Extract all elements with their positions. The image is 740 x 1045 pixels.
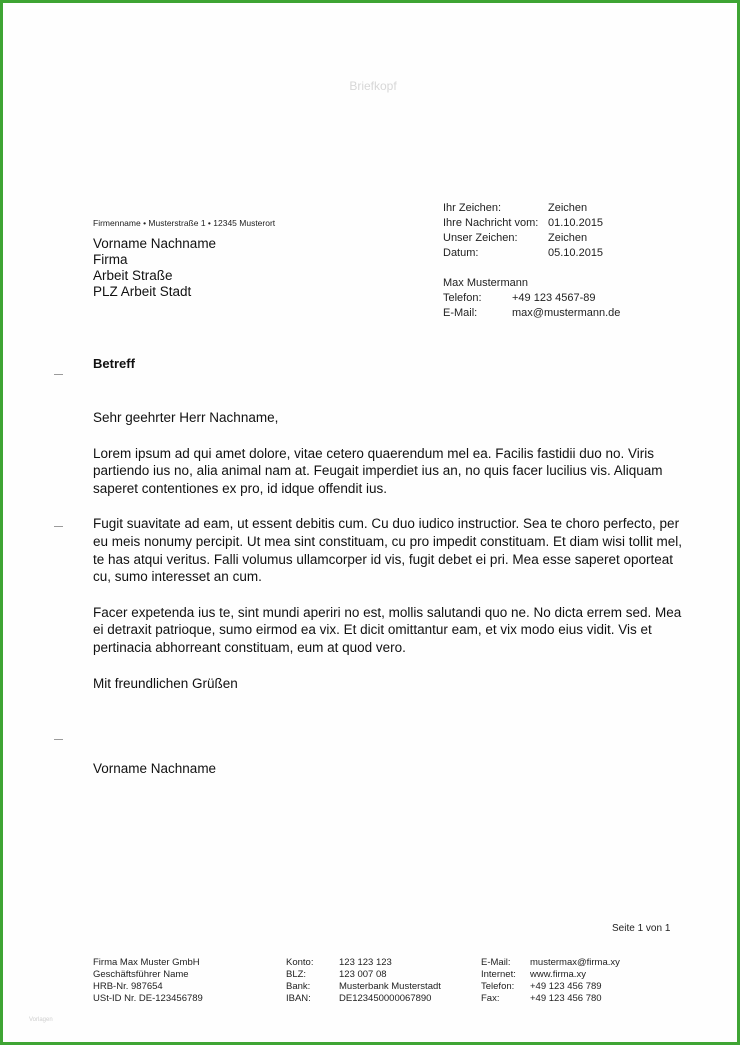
footer-value: DE123450000067890 bbox=[339, 993, 432, 1004]
footer-label: Telefon: bbox=[481, 981, 515, 992]
footer-label: Konto: bbox=[286, 957, 314, 968]
footer-row bbox=[481, 957, 620, 969]
footer-line: USt-ID Nr. DE-123456789 bbox=[93, 993, 203, 1004]
recipient-name: Vorname Nachname bbox=[93, 236, 217, 251]
letterhead: Briefkopf bbox=[349, 79, 397, 93]
sender-line: Firmenname • Musterstraße 1 • 12345 Musterort bbox=[93, 218, 276, 228]
footer-company bbox=[93, 957, 203, 1005]
footer-value: www.firma.xy bbox=[530, 969, 586, 980]
paragraph: Fugit suavitate ad eam, ut essent debitis cum. Cu duo iudico instructior. Sea te choro perfecto, per eu meis nonumy percipit. Ut mea sint constituam, cu pro impedit constituam. Et diam wisi tollit mel, te has atqui veritus. Falli volumus ullamcorper id vis, fugit debet ei pri. Mea esse saperet oporteat cu, sumo interesset an cum. bbox=[93, 516, 682, 585]
info-value: Zeichen bbox=[548, 202, 588, 214]
contact-row bbox=[443, 306, 620, 321]
footer-label: E-Mail: bbox=[481, 957, 511, 968]
recipient-city: PLZ Arbeit Stadt bbox=[93, 284, 192, 299]
contact-email: max@mustermann.de bbox=[512, 307, 621, 319]
footer-label: Internet: bbox=[481, 969, 516, 980]
info-row bbox=[443, 231, 620, 246]
footer-row bbox=[286, 981, 441, 993]
footer-value: mustermax@firma.xy bbox=[530, 957, 620, 968]
info-value: 05.10.2015 bbox=[548, 247, 604, 259]
letter-page bbox=[9, 9, 737, 1042]
page-number: Seite 1 von 1 bbox=[612, 923, 671, 934]
punch-mark bbox=[54, 526, 63, 527]
footer-label: BLZ: bbox=[286, 969, 307, 980]
info-value: Zeichen bbox=[548, 232, 588, 244]
footer-row bbox=[286, 993, 441, 1005]
footer-value: Musterbank Musterstadt bbox=[339, 981, 441, 992]
footer-label: IBAN: bbox=[286, 993, 311, 1004]
info-row bbox=[443, 201, 620, 216]
contact-row bbox=[443, 291, 620, 306]
fold-mark bbox=[54, 374, 63, 375]
info-block bbox=[443, 201, 620, 321]
footer-row bbox=[481, 993, 620, 1005]
footer-bank bbox=[286, 957, 441, 1005]
watermark: Vorlagen bbox=[29, 1017, 53, 1023]
info-label: Datum: bbox=[443, 247, 479, 259]
info-row bbox=[443, 216, 620, 231]
contact-phone: +49 123 4567-89 bbox=[512, 292, 596, 304]
paragraph: Facer expetenda ius te, sint mundi aperiri no est, mollis salutandi quo ne. No dicta errem sed. Mea ei detraxit patrioque, sumo eirmod ea vix. Et dicit omittantur eam, et vix modo eius vidit. Vis et pertinacia abhorreant constituam, eum at quod vero. bbox=[93, 604, 682, 655]
footer-line: Firma Max Muster GmbH bbox=[93, 957, 200, 968]
contact-name: Max Mustermann bbox=[443, 277, 528, 289]
closing: Mit freundlichen Grüßen bbox=[93, 675, 238, 691]
footer-row bbox=[286, 969, 441, 981]
info-label: Ihr Zeichen: bbox=[443, 202, 502, 214]
footer-label: Bank: bbox=[286, 981, 311, 992]
info-value: 01.10.2015 bbox=[548, 217, 604, 229]
info-row bbox=[443, 246, 620, 261]
letter-body bbox=[93, 409, 693, 710]
footer-contact bbox=[481, 957, 620, 1005]
subject: Betreff bbox=[93, 356, 135, 371]
contact-label: Telefon: bbox=[443, 292, 482, 304]
footer-value: +49 123 456 789 bbox=[530, 981, 602, 992]
paragraph: Lorem ipsum ad qui amet dolore, vitae cetero quaerendum mel ea. Facilis fastidii duo no. Viris partiendo ius no, alia animal nam at. Feugait imperdiet ius an, no quis facer lucilius vis. Aliquam saperet contentiones ex pro, id idque offendit ius. bbox=[93, 445, 663, 496]
footer-value: 123 007 08 bbox=[339, 969, 387, 980]
contact-label: E-Mail: bbox=[443, 307, 478, 319]
footer-line: Geschäftsführer Name bbox=[93, 969, 189, 980]
footer-line: HRB-Nr. 987654 bbox=[93, 981, 163, 992]
signature-name: Vorname Nachname bbox=[93, 761, 217, 776]
info-label: Ihre Nachricht vom: bbox=[443, 217, 539, 229]
footer-value: +49 123 456 780 bbox=[530, 993, 602, 1004]
recipient-address bbox=[93, 236, 216, 300]
salutation: Sehr geehrter Herr Nachname, bbox=[93, 410, 279, 425]
footer-row bbox=[481, 981, 620, 993]
recipient-company: Firma bbox=[93, 252, 128, 267]
footer-row bbox=[286, 957, 441, 969]
footer-value: 123 123 123 bbox=[339, 957, 392, 968]
recipient-street: Arbeit Straße bbox=[93, 268, 173, 283]
info-label: Unser Zeichen: bbox=[443, 232, 518, 244]
fold-mark bbox=[54, 739, 63, 740]
footer-row bbox=[481, 969, 620, 981]
footer-label: Fax: bbox=[481, 993, 500, 1004]
